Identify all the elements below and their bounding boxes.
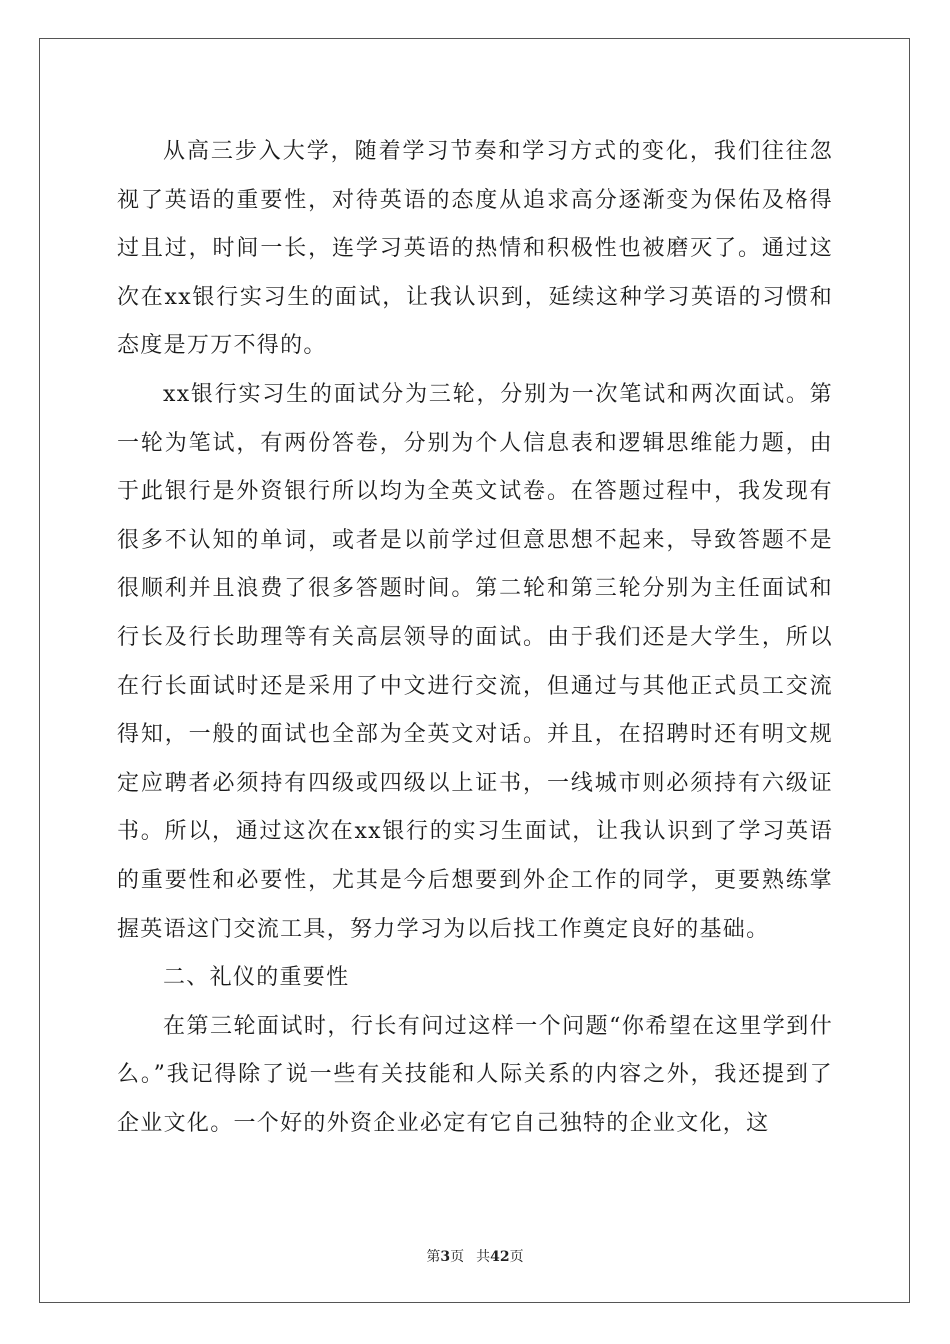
page-number: 3 (440, 1249, 451, 1265)
document-body (117, 128, 833, 1148)
paragraph-interview-rounds: xx银行实习生的面试分为三轮，分别为一次笔试和两次面试。第一轮为笔试，有两份答卷，分别为个人信息表和逻辑思维能力题，由于此银行是外资银行所以均为全英文试卷。在答题过程中，我发现有很多不认知的单词，或者是以前学过但意思想不起来，导致答题不是很顺利并且浪费了很多答题时间。第二轮和第三轮分别为主任面试和行长及行长助理等有关高层领导的面试。由于我们还是大学生，所以在行长面试时还是采用了中文进行交流，但通过与其他正式员工交流得知，一般的面试也全部为全英文对话。并且，在招聘时还有明文规定应聘者必须持有四级或四级以上证书，一线城市则必须持有六级证书。所以，通过这次在xx银行的实习生面试，让我认识到了学习英语的重要性和必要性，尤其是今后想要到外企工作的同学，更要熟练掌握英语这门交流工具，努力学习为以后找工作奠定良好的基础。 (117, 381, 833, 942)
paragraph-third-round: 在第三轮面试时，行长有问过这样一个问题“你希望在这里学到什么。”我记得除了说一些有关技能和人际关系的内容之外，我还提到了企业文化。一个好的外资企业必定有它自己独特的企业文化，这 (117, 1013, 833, 1136)
total-pages: 42 (490, 1249, 510, 1265)
page-prefix: 第 (426, 1249, 441, 1265)
section-heading-etiquette: 二、礼仪的重要性 (163, 965, 350, 991)
page-footer (0, 1246, 950, 1266)
page-suffix: 页 (450, 1249, 465, 1265)
paragraph-english-importance: 从高三步入大学，随着学习节奏和学习方式的变化，我们往往忽视了英语的重要性，对待英语的态度从追求高分逐渐变为保佑及格得过且过，时间一长，连学习英语的热情和积极性也被磨灭了。通过这次在xx银行实习生的面试，让我认识到，延续这种学习英语的习惯和态度是万万不得的。 (117, 139, 833, 359)
total-suffix: 页 (509, 1249, 524, 1265)
total-prefix: 共 (476, 1249, 491, 1265)
